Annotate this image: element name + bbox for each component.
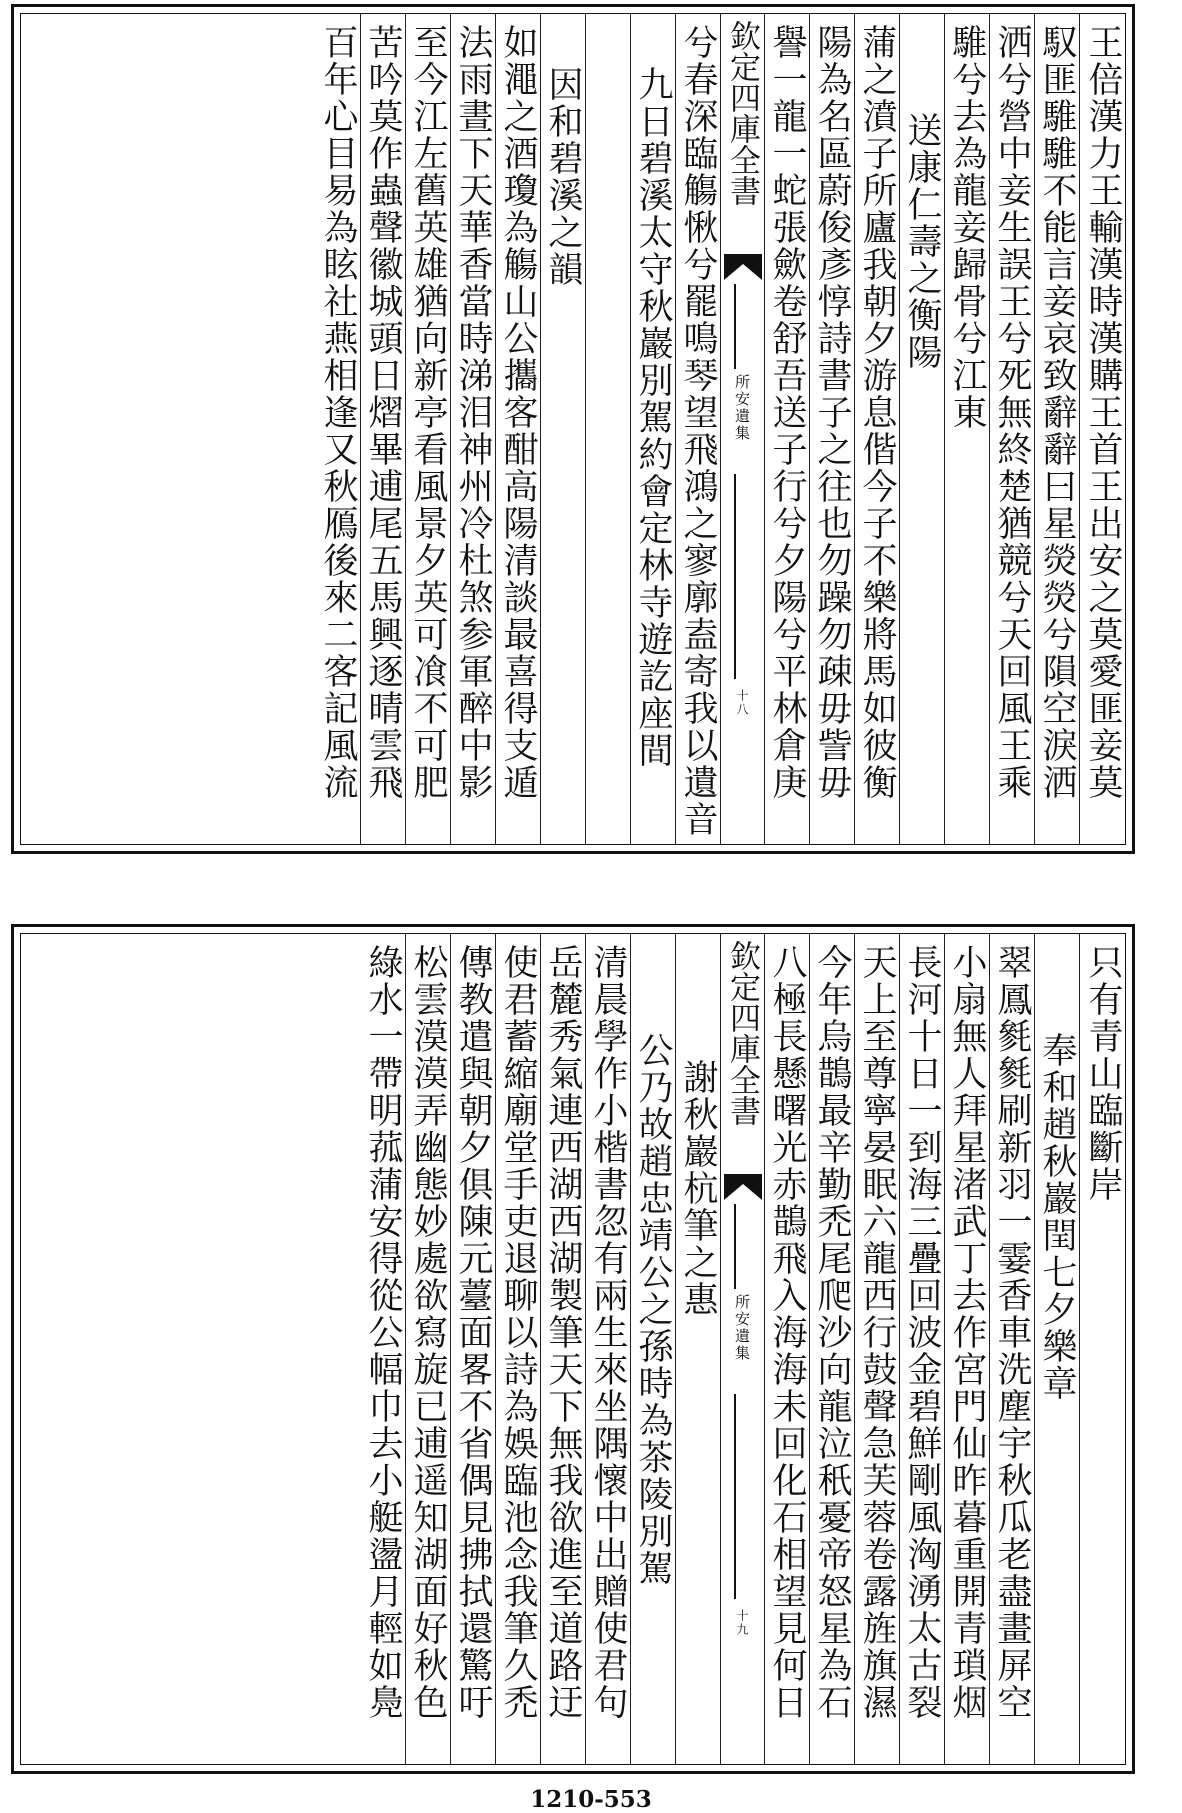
- text-column: 使君蓄縮廟堂手吏退聊以詩為娛臨池念我筆久禿: [496, 934, 541, 1764]
- text-column: 今年烏鵲最辛勤禿尾爬沙向龍泣秖憂帝怒星為石: [810, 934, 855, 1764]
- text-column: [586, 14, 631, 844]
- text-column: 馭匪騅騅不能言妾哀致辭辭曰星熒熒兮隕空淚洒: [1035, 14, 1080, 844]
- text-column: 騅兮去為龍妾歸骨兮江東: [945, 14, 990, 844]
- text-column: 翠鳳毿毿刷新羽一霎香車洗塵宇秋瓜老盡畫屏空: [990, 934, 1035, 1764]
- poem-note: 公乃故趙忠靖公之孫時為茶陵別駕: [631, 934, 676, 1764]
- page-number: 1210-553: [530, 1786, 652, 1813]
- text-column: 王倍漢力王輸漢時漢購王首王出安之莫愛匪妾莫: [1083, 24, 1123, 801]
- center-gutter: [721, 14, 765, 844]
- text-column: 蒲之濆子所廬我朝夕游息偕今子不樂將馬如彼衡: [855, 14, 900, 844]
- lower-page: [11, 924, 1135, 1774]
- text-column: 松雲漠漠弄幽態妙處欲寫旋已逋遥知湖面好秋色: [406, 934, 451, 1764]
- text-column: 百年心目易為眩社燕相逢又秋鴈後來二客記風流: [316, 14, 361, 844]
- text-column: 長河十日一到海三疊回波金碧鮮剛風洶湧太古裂: [900, 934, 945, 1764]
- poem-title: 送康仁壽之衡陽: [900, 14, 945, 844]
- poem-title-cont: 因和碧溪之韻: [541, 14, 586, 844]
- fish-tail-mark-icon: [724, 1174, 762, 1200]
- center-gutter: [721, 934, 765, 1764]
- text-column: 八極長懸曙光赤鵲飛入海海未回化石相望見何日: [765, 934, 810, 1764]
- text-column: 岳麓秀氣連西湖西湖製筆天下無我欲進至道路迂: [541, 934, 586, 1764]
- poem-title: 謝秋巖杭筆之惠: [676, 934, 721, 1764]
- text-column: 小扇無人拜星渚武丁去作宮門仙昨暮重開青瑣烟: [945, 934, 990, 1764]
- gutter-rule: [734, 474, 736, 679]
- upper-page-frame: [20, 13, 1126, 845]
- text-column: 天上至尊寧晏眠六龍西行鼓聲急芙蓉卷露旌旗濕: [855, 934, 900, 1764]
- text-column: 兮春深臨觴愀兮罷鳴琴望飛鴻之寥廓盍寄我以遺音: [676, 14, 721, 844]
- text-column: 陽為名區蔚俊彥惇詩書子之往也勿躁勿疎毋訾毋: [810, 14, 855, 844]
- gutter-rule: [734, 284, 736, 369]
- text-column: 綠水一帶明菰蒲安得從公幅巾去小艇盪月輕如鳧: [361, 934, 406, 1764]
- text-column: 傳教遣與朝夕俱陳元薹面畧不省偶見拂拭還驚吁: [451, 934, 496, 1764]
- library-title: 欽定四庫全書: [724, 940, 760, 1126]
- lower-page-frame: [20, 933, 1126, 1765]
- library-title: 欽定四庫全書: [724, 20, 760, 206]
- gutter-rule: [734, 1204, 736, 1289]
- collection-title: 所安遺集: [733, 1294, 751, 1362]
- text-column: 法雨晝下天華香當時涕泪神州冷杜煞参軍醉中影: [451, 14, 496, 844]
- fish-tail-mark-icon: [724, 254, 762, 280]
- text-column: 至今江左舊英雄猶向新亭看風景夕英可飡不可肥: [406, 14, 451, 844]
- text-column: 只有青山臨斷岸: [1083, 944, 1123, 1203]
- collection-title: 所安遺集: [733, 374, 751, 442]
- leaf-number: 十八: [735, 689, 749, 717]
- poem-title: 九日碧溪太守秋巖別駕約會定林寺遊訖座間: [631, 14, 676, 844]
- text-column: 清晨學作小楷書忽有兩生來坐隅懷中出贈使君句: [586, 934, 631, 1764]
- text-column: 洒兮營中妾生誤王兮死無終楚猶競兮天回風王乘: [990, 14, 1035, 844]
- poem-title: 奉和趙秋巖閏七夕樂章: [1035, 934, 1080, 1764]
- leaf-number: 十九: [735, 1609, 749, 1637]
- text-column: 苦吟莫作蟲聲徽城頭日熠畢逋尾五馬興逐晴雲飛: [361, 14, 406, 844]
- text-column: 如澠之酒瓊為觴山公攜客酣高陽清談最喜得支遁: [496, 14, 541, 844]
- gutter-rule: [734, 1394, 736, 1599]
- text-column: 譽一龍一蛇張歛卷舒吾送子行兮夕陽兮平林倉庚: [765, 14, 810, 844]
- upper-page: [11, 4, 1135, 854]
